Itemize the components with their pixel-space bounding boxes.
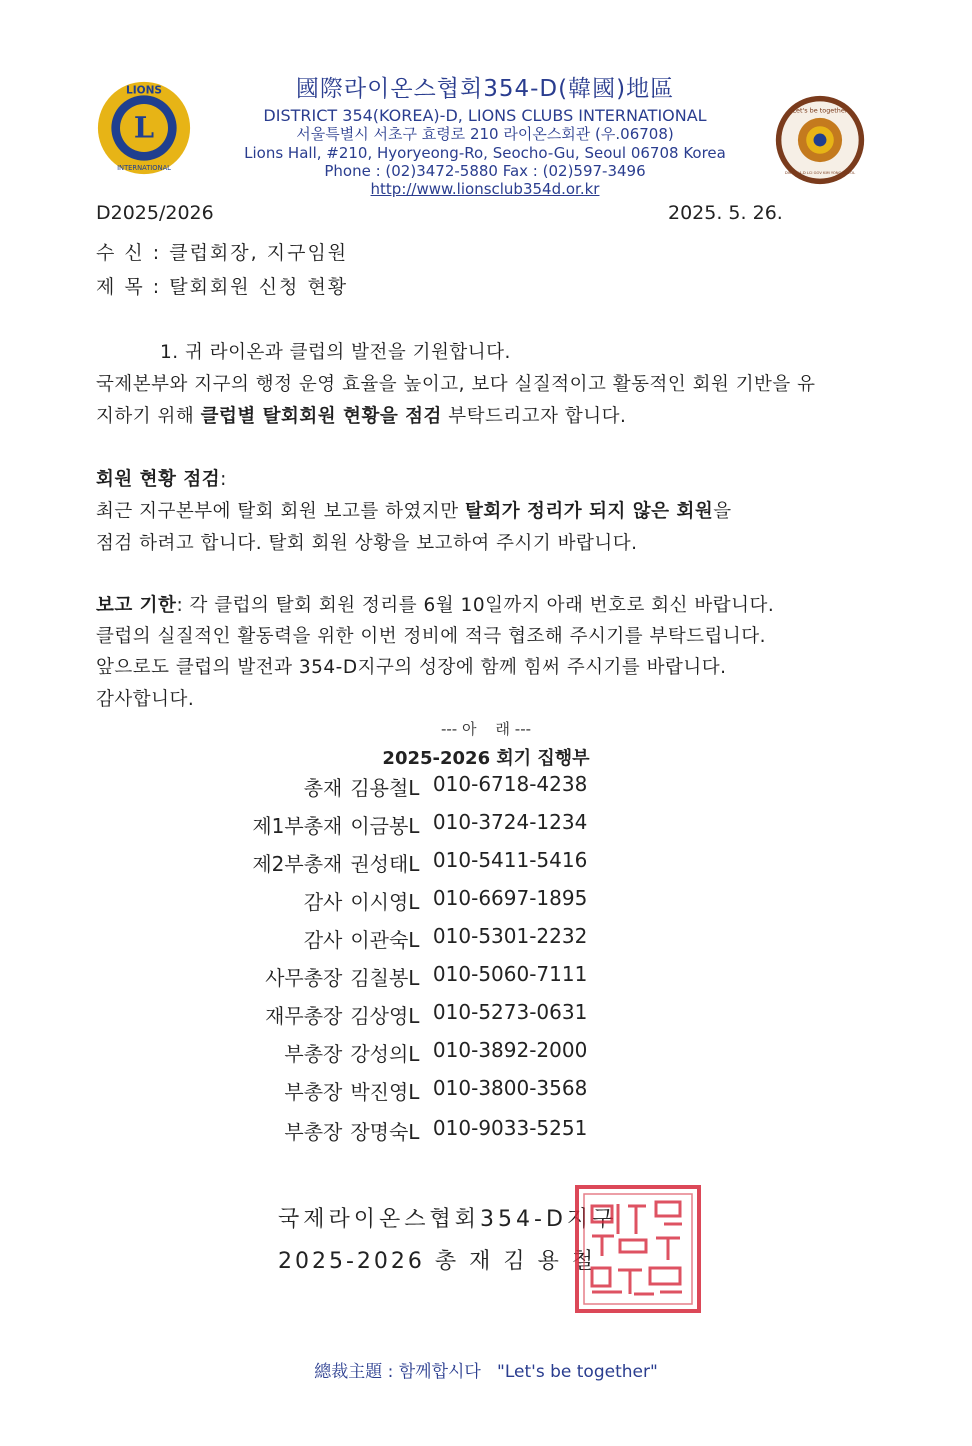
letterhead-phone: Phone : (02)3472-5880 Fax : (02)597-3496 (324, 162, 646, 180)
body-p1-line3-a: 지하기 위해 (96, 406, 201, 427)
body-p3-line2: 클럽의 실질적인 활동력을 위한 이번 정비에 적극 협조해 주시기를 부탁드립니다. (96, 626, 767, 647)
body-p2-line1 (96, 496, 886, 528)
roster-row (200, 1038, 590, 1074)
roster-row (200, 772, 590, 808)
logo-bottom-text: INTERNATIONAL (117, 164, 171, 173)
letterhead-district: DISTRICT 354(KOREA)-D, LIONS CLUBS INTERNATIONAL (263, 106, 707, 125)
body-p3-line3: 앞으로도 클럽의 발전과 354-D지구의 성장에 함께 힘써 주시기를 바랍니다. (96, 657, 727, 678)
signature-title: 2025-2026 총 재 김 용 철 (278, 1249, 597, 1274)
body-p2-line1-c: 을 (713, 501, 732, 522)
roster-name: 강성의L (350, 1042, 420, 1066)
roster-phone: 010-6697-1895 (432, 886, 588, 910)
roster-row (200, 1076, 590, 1112)
body-p2-line1-a: 최근 지구본부에 탈회 회원 보고를 하였지만 (96, 501, 465, 522)
membership-heading-colon: : (220, 469, 227, 490)
recipient-value: 클럽회장, 지구임원 (169, 242, 349, 264)
roster-name: 이시영L (350, 890, 420, 914)
roster-phone: 010-3892-2000 (432, 1038, 588, 1062)
recipient-line (96, 238, 348, 265)
emblem-motto: Let's be together (792, 106, 848, 115)
roster-role: 제2부총재 (252, 852, 343, 876)
roster-role: 감사 (303, 890, 343, 914)
roster-row (200, 1000, 590, 1036)
roster-phone: 010-5301-2232 (432, 924, 588, 948)
recipient-label: 수 신 : (96, 242, 162, 264)
roster-name: 김칠봉L (350, 966, 420, 990)
lions-international-logo (96, 80, 192, 176)
roster-role: 사무총장 (265, 966, 343, 990)
roster-role: 부총장 (284, 1042, 343, 1066)
roster-row (200, 886, 590, 922)
body-p1-line3 (96, 401, 886, 433)
roster-row (200, 962, 590, 998)
roster-name: 박진영L (350, 1080, 420, 1104)
letterhead-address-ko: 서울특별시 서초구 효령로 210 라이온스회관 (우.06708) (296, 125, 674, 143)
letterhead-url-link[interactable]: http://www.lionsclub354d.or.kr (370, 180, 600, 198)
logo-letter: L (133, 110, 155, 145)
roster-phone: 010-3724-1234 (432, 810, 588, 834)
body-p2-line1-bold: 탈회가 정리가 되지 않은 회원 (464, 501, 714, 522)
roster-name: 장명숙L (350, 1120, 420, 1144)
body-p3-line4: 감사합니다. (96, 689, 195, 710)
roster-row (200, 924, 590, 960)
body-p3-line1 (96, 590, 886, 622)
document-date: 2025. 5. 26. (668, 202, 783, 224)
body-p2-line2: 점검 하려고 합니다. 탈회 회원 상황을 보고하여 주시기 바랍니다. (96, 533, 638, 554)
document-number: D2025/2026 (96, 202, 214, 224)
body-p1-line2: 국제본부와 지구의 행정 운영 효율을 높이고, 보다 실질적이고 활동적인 회원 기반을 유 (96, 374, 816, 395)
governor-motto: 總裁主題 : 함께합시다 "Let's be together" (314, 1362, 658, 1382)
roster-role: 재무총장 (265, 1004, 343, 1028)
roster-phone: 010-5273-0631 (432, 1000, 588, 1024)
membership-heading: 회원 현황 점검 (96, 469, 221, 490)
roster-name: 이금봉L (350, 814, 420, 838)
body-p1-line3-bold: 클럽별 탈회회원 현황을 점검 (200, 406, 442, 427)
roster-role: 부총장 (284, 1120, 343, 1144)
roster-name: 권성태L (350, 852, 420, 876)
roster-row (200, 848, 590, 884)
subject-label: 제 목 : (96, 276, 162, 298)
signature-org: 국제라이온스협회354-D지구 (278, 1207, 618, 1232)
roster-name: 김용철L (350, 776, 420, 800)
report-deadline-text: : 각 클럽의 탈회 회원 정리를 6월 10일까지 아래 번호로 회신 바랍니다. (176, 595, 775, 616)
roster-phone: 010-6718-4238 (432, 772, 588, 796)
roster-row (200, 810, 590, 846)
roster-name: 이관숙L (350, 928, 420, 952)
official-seal-stamp (574, 1184, 702, 1314)
below-note: --- 아 래 --- (440, 720, 532, 738)
logo-top-text: LIONS (125, 84, 163, 97)
roster-role: 총재 (303, 776, 343, 800)
roster-phone: 010-5060-7111 (432, 962, 588, 986)
section-membership-heading (96, 464, 886, 496)
roster-role: 부총장 (284, 1080, 343, 1104)
roster-role: 제1부총재 (252, 814, 343, 838)
roster-title: 2025-2026 회기 집행부 (382, 748, 590, 769)
letterhead-address-en: Lions Hall, #210, Hyoryeong-Ro, Seocho-Gu, Seoul 06708 Korea (244, 144, 726, 162)
emblem-bottom-text: DIST 354-D LCI GOV KIM YONG CHEOL (784, 171, 856, 176)
governor-emblem (774, 94, 866, 186)
roster-phone: 010-3800-3568 (432, 1076, 588, 1100)
subject-line (96, 272, 348, 299)
roster-role: 감사 (303, 928, 343, 952)
letterhead-title: 國際라이온스협회354-D(韓國)地區 (295, 76, 675, 102)
roster-name: 김상영L (350, 1004, 420, 1028)
roster-row (200, 1116, 590, 1152)
body-p1-line3-c: 부탁드리고자 합니다. (441, 406, 627, 427)
report-deadline-heading: 보고 기한 (96, 595, 177, 616)
roster-phone: 010-9033-5251 (432, 1116, 588, 1140)
body-p1-line1: 1. 귀 라이온과 클럽의 발전을 기원합니다. (160, 342, 511, 363)
roster-phone: 010-5411-5416 (432, 848, 588, 872)
subject-value: 탈회회원 신청 현황 (169, 276, 349, 298)
